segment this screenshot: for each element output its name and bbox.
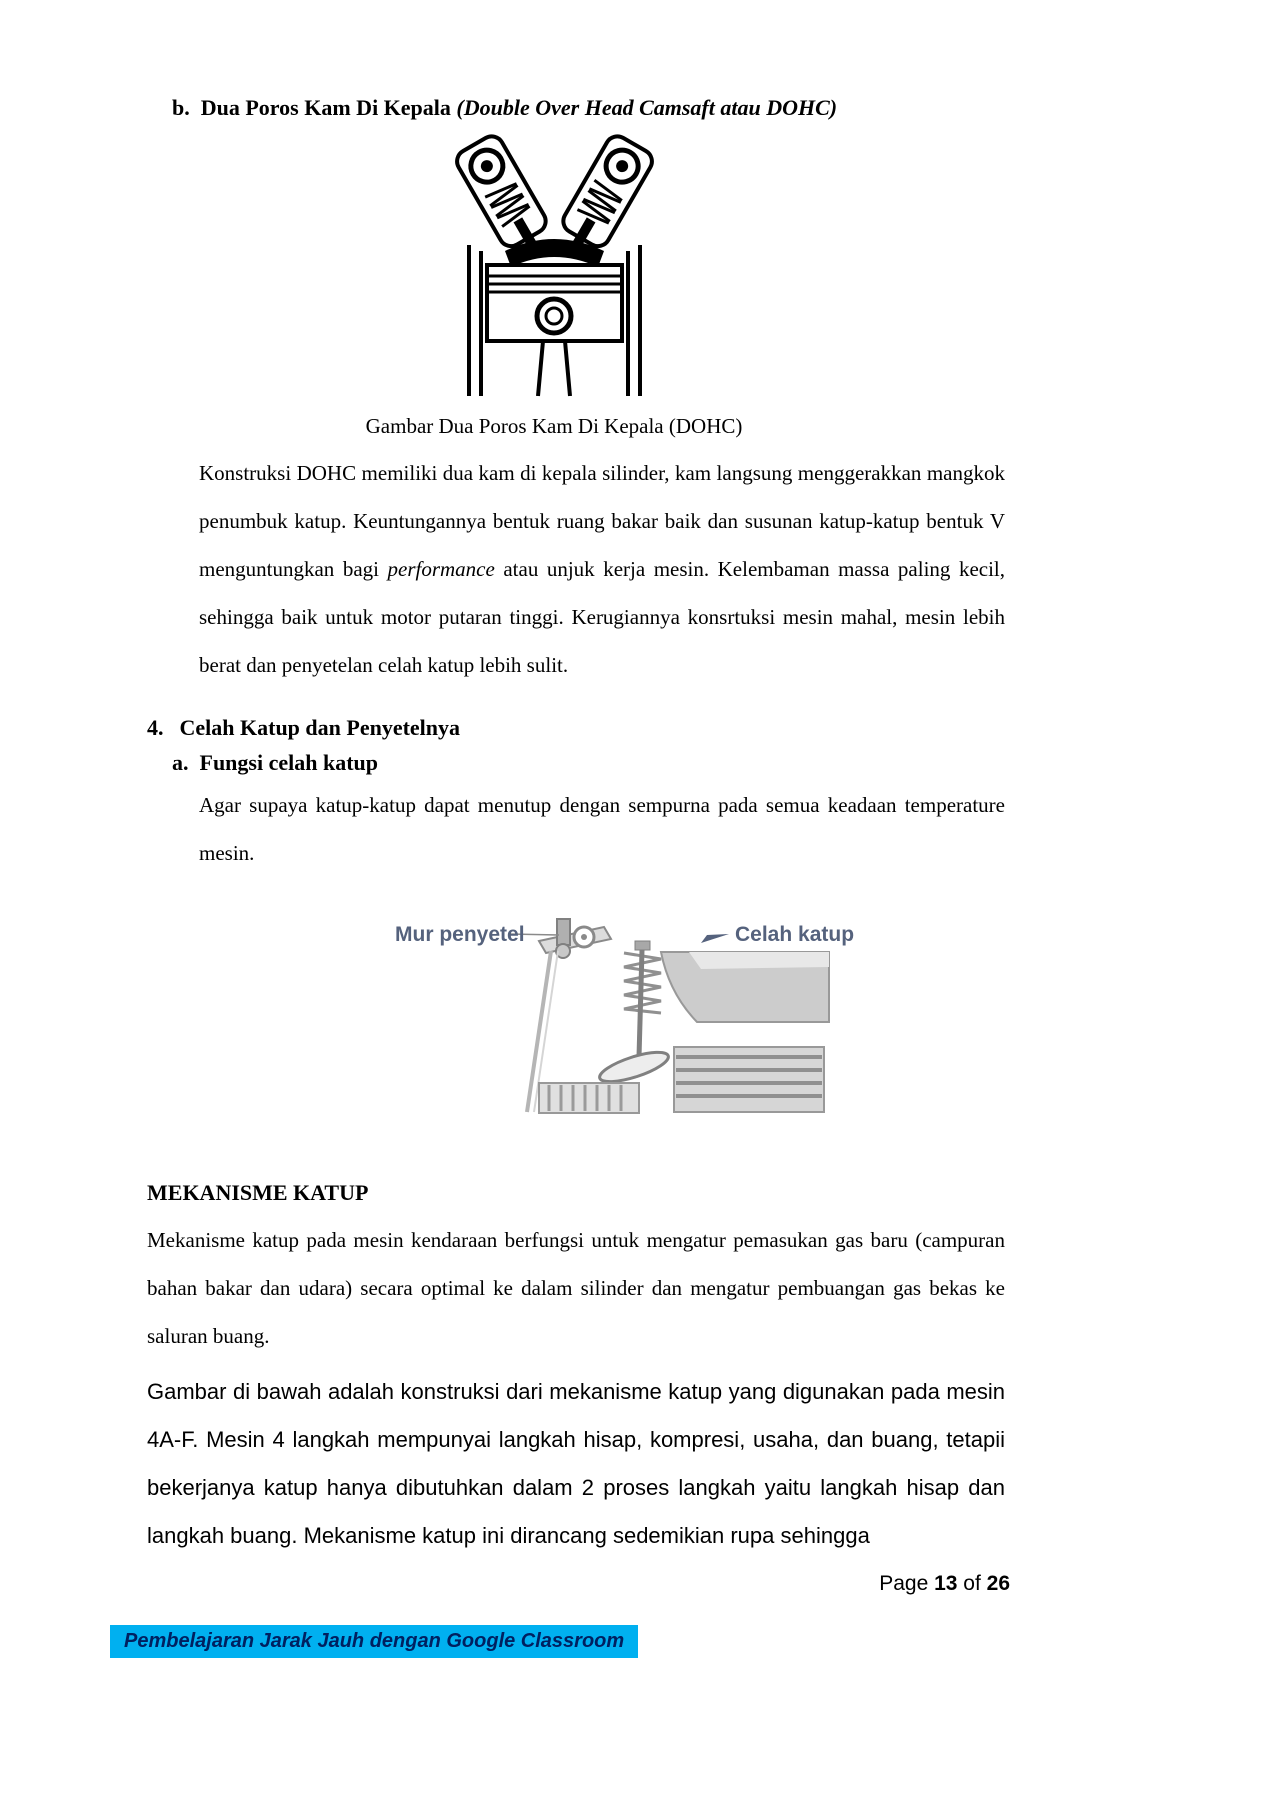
label-celah-katup: Celah katup: [735, 923, 855, 946]
heading-section-4a: [172, 750, 1005, 776]
page-number-current: 13: [934, 1572, 958, 1595]
page-number-prefix: Page: [879, 1572, 935, 1595]
heading-section-4a-marker: a.: [172, 750, 189, 775]
heading-section-4: [147, 715, 1005, 741]
paragraph-dohc-part2: atau unjuk kerja mesin. Kelembaman massa paling kecil, sehingga baik untuk motor putaran tinggi. Kerugiannya konsrtuksi mesin mahal, mesin lebih berat dan penyetelan celah katup lebih sulit.: [199, 557, 1006, 677]
heading-mekanisme-katup: MEKANISME KATUP: [147, 1180, 369, 1205]
heading-section-b-title-italic: (Double Over Head Camsaft atau DOHC): [456, 95, 838, 120]
paragraph-dohc: [199, 449, 1005, 689]
heading-section-b-title: Dua Poros Kam Di Kepala: [200, 95, 451, 120]
dohc-engine-drawing-icon: [442, 133, 667, 398]
heading-section-4-marker: 4.: [147, 715, 164, 740]
heading-section-b-marker: b.: [172, 95, 190, 120]
dohc-engine-figure: [442, 133, 667, 398]
paragraph-dohc-part1: Konstruksi DOHC memiliki dua kam di kepala silinder, kam langsung menggerakkan mangkok penumbuk katup. Keuntungannya bentuk ruang bakar baik dan susunan katup-katup bentuk V menguntungkan bagi: [199, 461, 1005, 581]
page-content: [147, 95, 1005, 1560]
heading-section-4-title: Celah Katup dan Penyetelnya: [179, 715, 461, 740]
paragraph-gambar-di-bawah: Gambar di bawah adalah konstruksi dari mekanisme katup yang digunakan pada mesin 4A-F. Mesin 4 langkah mempunyai langkah hisap, kompresi, usaha, dan buang, tetapii bekerjanya katup hanya dibutuhkan dalam 2 proses langkah yaitu langkah hisap dan langkah buang. Mekanisme katup ini dirancang sedemikian rupa sehingga: [147, 1379, 1005, 1548]
valve-clearance-drawing-icon: [389, 907, 859, 1122]
footer-classroom-badge: Pembelajaran Jarak Jauh dengan Google Classroom: [110, 1625, 638, 1658]
heading-section-4a-title: Fungsi celah katup: [199, 750, 378, 775]
page-number: [879, 1572, 1010, 1596]
paragraph-dohc-italic: performance: [387, 557, 495, 581]
page-number-middle: of: [957, 1572, 987, 1595]
figure-caption-dohc: Gambar Dua Poros Kam Di Kepala (DOHC): [365, 414, 743, 438]
page-number-total: 26: [986, 1572, 1010, 1595]
heading-section-b: [172, 95, 1005, 121]
valve-clearance-figure: [389, 907, 859, 1122]
paragraph-fungsi-celah-katup: Agar supaya katup-katup dapat menutup dengan sempurna pada semua keadaan temperature mesin.: [199, 793, 1005, 865]
label-mur-penyetel: Mur penyetel: [395, 923, 525, 946]
paragraph-mekanisme: Mekanisme katup pada mesin kendaraan berfungsi untuk mengatur pemasukan gas baru (campuran bahan bakar dan udara) secara optimal ke dalam silinder dan mengatur pembuangan gas bekas ke saluran buang.: [147, 1228, 1005, 1348]
